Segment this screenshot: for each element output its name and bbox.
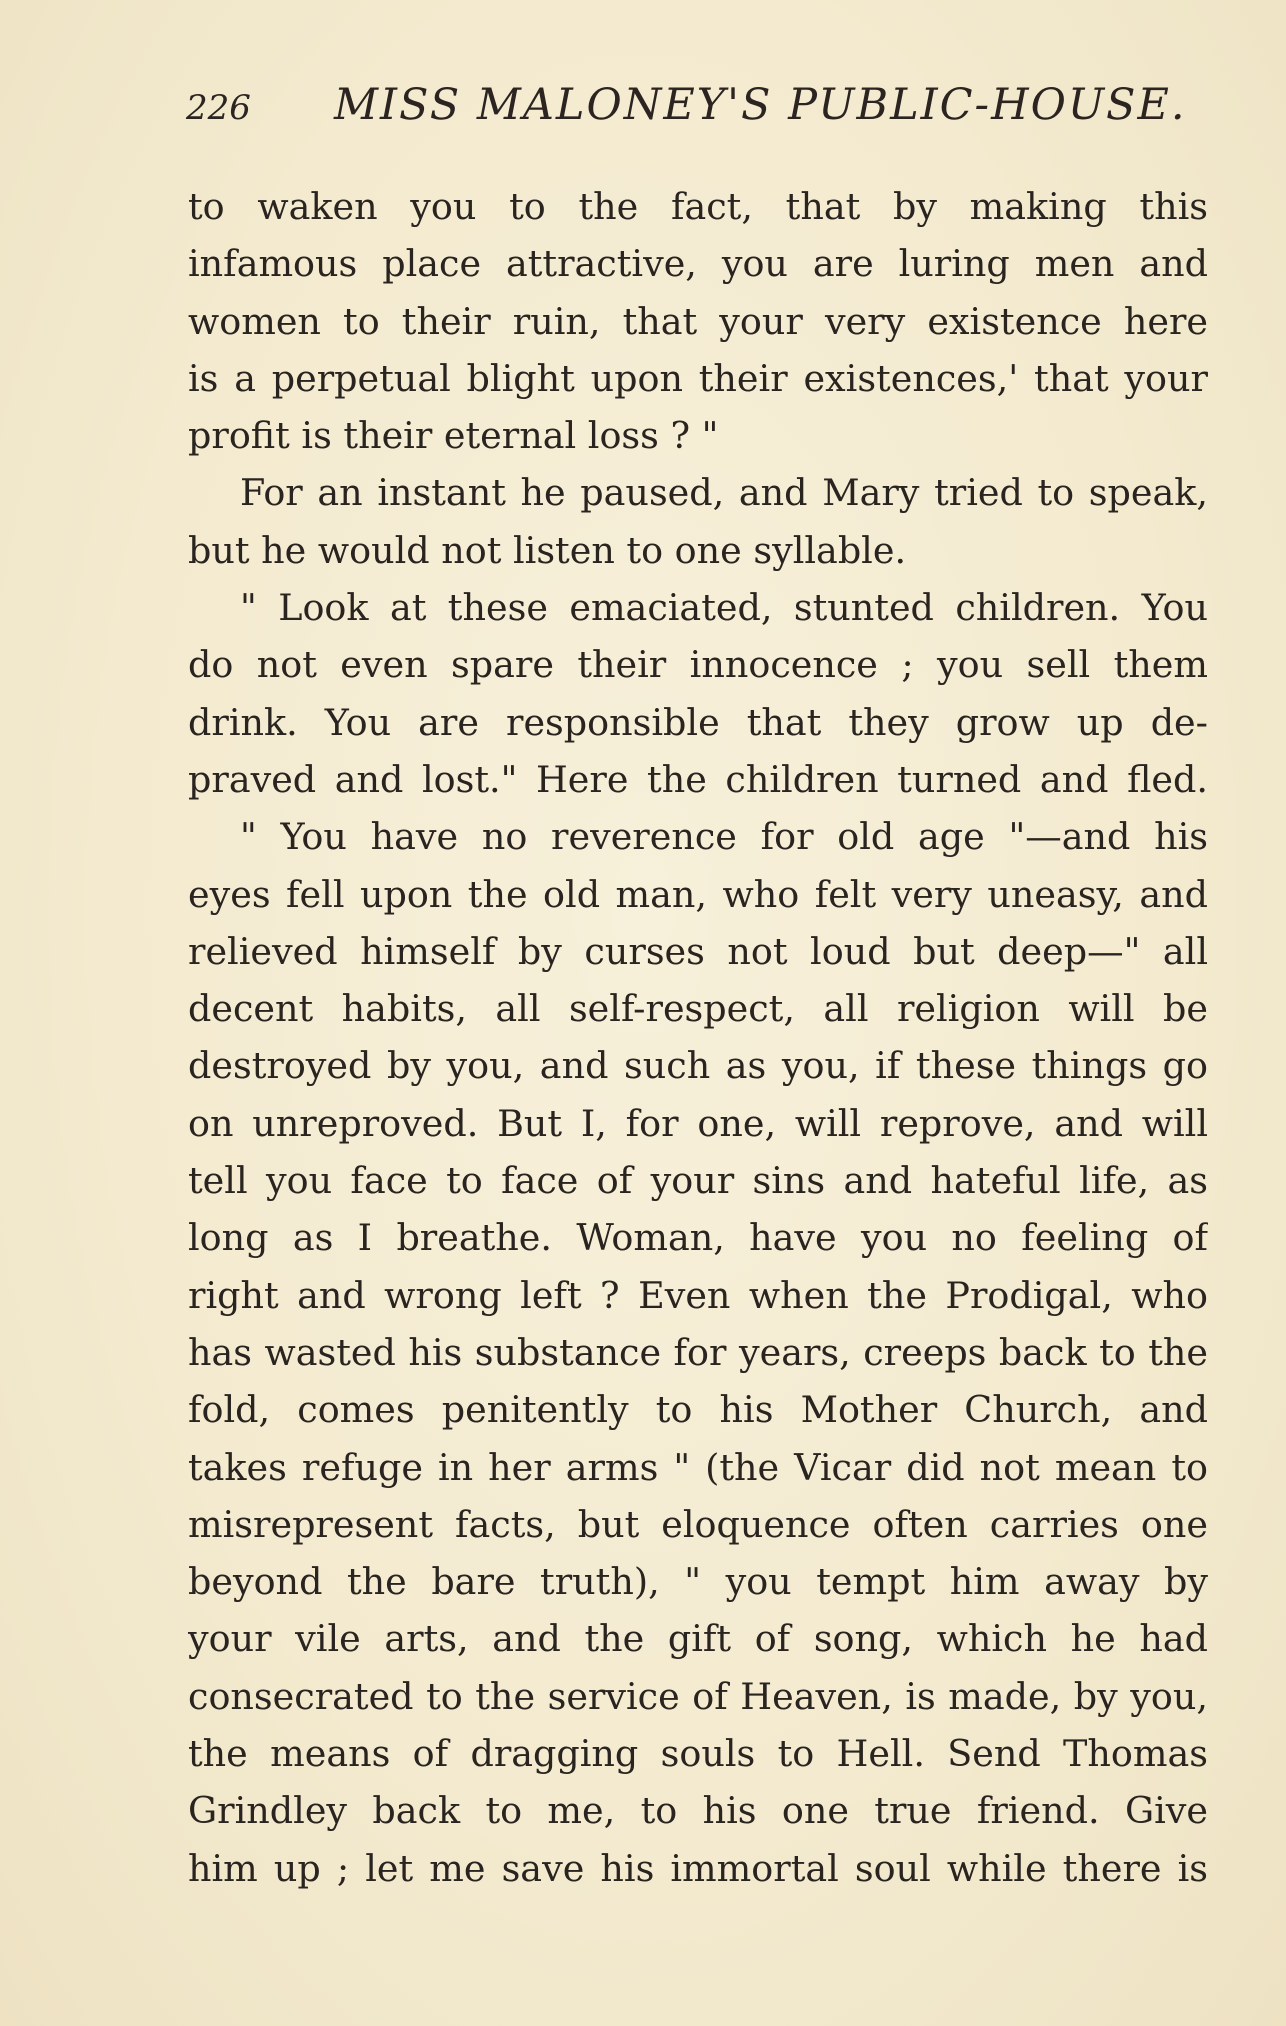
text-line: on unreproved. But I, for one, will reprove, and will (188, 1101, 1208, 1145)
text-line: do not even spare their innocence ; you sell them (188, 643, 1208, 687)
text-line: takes refuge in her arms " (the Vicar did not mean to (188, 1445, 1208, 1489)
text-line: is a perpetual blight upon their existences,' that your (188, 356, 1208, 400)
text-line: but he would not listen to one syllable. (188, 528, 907, 572)
text-line: fold, comes penitently to his Mother Church, and (188, 1388, 1208, 1432)
text-line: profit is their eternal loss ? " (188, 414, 719, 458)
running-header (186, 80, 1187, 140)
text-line: relieved himself by curses not loud but deep—" all (188, 929, 1208, 973)
text-line: " You have no reverence for old age "—and his (240, 815, 1208, 859)
text-line: eyes fell upon the old man, who felt very uneasy, and (188, 872, 1208, 916)
text-line: long as I breathe. Woman, have you no feeling of (188, 1216, 1208, 1260)
text-line: beyond the bare truth), " you tempt him away by (188, 1560, 1208, 1604)
text-line: drink. You are responsible that they grow up de- (188, 700, 1208, 744)
text-line: infamous place attractive, you are luring men and (188, 242, 1208, 286)
text-line: Grindley back to me, to his one true friend. Give (188, 1789, 1208, 1833)
text-line: consecrated to the service of Heaven, is made, by you, (188, 1674, 1208, 1718)
running-title: MISS MALONEY'S PUBLIC-HOUSE. (334, 80, 1187, 130)
text-line: " Look at these emaciated, stunted children. You (240, 586, 1208, 630)
text-line: praved and lost." Here the children turned and fled. (188, 757, 1208, 801)
body-text (188, 178, 1208, 1897)
text-line: women to their ruin, that your very existence here (188, 299, 1208, 343)
text-line: to waken you to the fact, that by making this (188, 185, 1208, 228)
text-line: For an instant he paused, and Mary tried to speak, (240, 471, 1208, 515)
text-line: right and wrong left ? Even when the Prodigal, who (188, 1273, 1208, 1317)
text-line: destroyed by you, and such as you, if these things go (188, 1044, 1208, 1088)
text-line: decent habits, all self-respect, all religion will be (188, 987, 1208, 1031)
text-line: misrepresent facts, but eloquence often carries one (188, 1502, 1208, 1546)
text-line: has wasted his substance for years, creeps back to the (188, 1330, 1208, 1374)
page-number: 226 (186, 88, 251, 128)
text-line: your vile arts, and the gift of song, which he had (188, 1617, 1208, 1661)
text-line: tell you face to face of your sins and hateful life, as (188, 1159, 1208, 1203)
text-line: him up ; let me save his immortal soul while there is (188, 1846, 1208, 1890)
text-line: the means of dragging souls to Hell. Send Thomas (188, 1732, 1208, 1776)
